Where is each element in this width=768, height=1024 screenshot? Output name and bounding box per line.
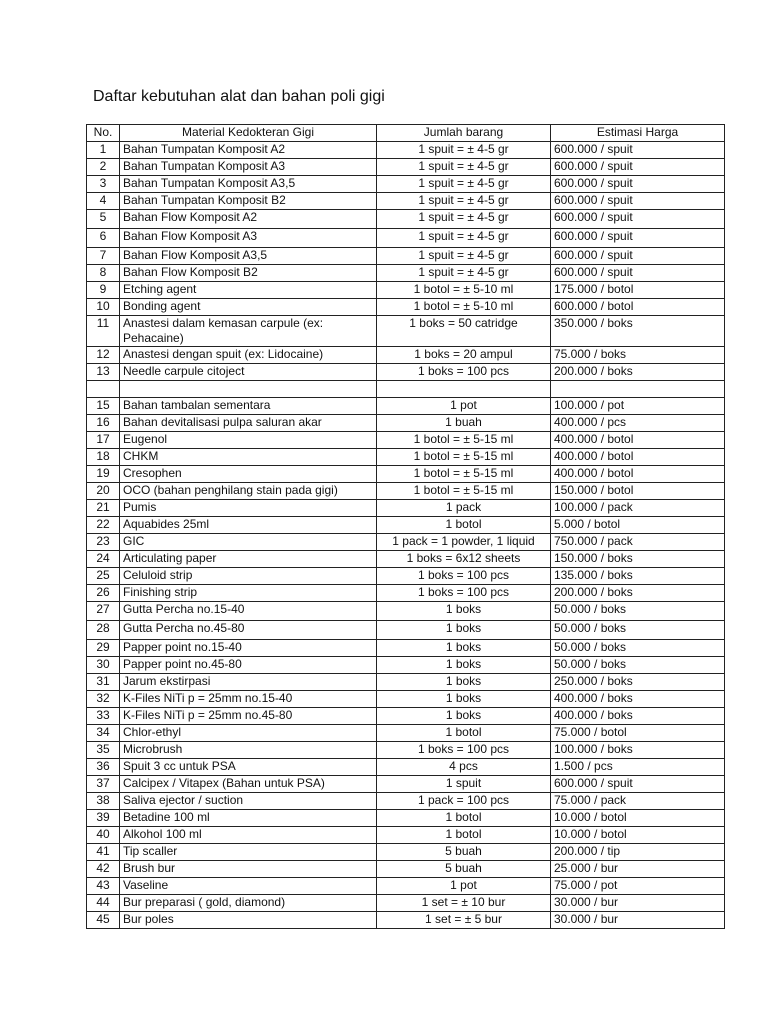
quantity-cell: 1 spuit = ± 4-5 gr (377, 159, 551, 176)
row-number: 37 (87, 776, 120, 793)
table-row (87, 742, 725, 759)
row-number: 34 (87, 725, 120, 742)
table-row (87, 585, 725, 602)
material-cell: Bahan Tumpatan Komposit A3,5 (120, 176, 377, 193)
material-cell: Gutta Percha no.15-40 (120, 602, 377, 621)
table-row (87, 708, 725, 725)
material-cell: Microbrush (120, 742, 377, 759)
material-cell: Needle carpule citoject (120, 364, 377, 381)
price-cell: 750.000 / pack (551, 534, 725, 551)
quantity-cell: 1 pot (377, 878, 551, 895)
material-cell: Pumis (120, 500, 377, 517)
material-cell: Cresophen (120, 466, 377, 483)
table-body (87, 142, 725, 929)
price-cell: 150.000 / botol (551, 483, 725, 500)
row-number: 26 (87, 585, 120, 602)
price-cell: 50.000 / boks (551, 602, 725, 621)
row-number: 7 (87, 248, 120, 265)
header-material: Material Kedokteran Gigi (120, 125, 377, 142)
row-number: 30 (87, 657, 120, 674)
row-number: 43 (87, 878, 120, 895)
row-number: 18 (87, 449, 120, 466)
table-row (87, 517, 725, 534)
material-cell: GIC (120, 534, 377, 551)
quantity-cell: 1 botol = ± 5-10 ml (377, 282, 551, 299)
quantity-cell: 1 botol = ± 5-15 ml (377, 466, 551, 483)
table-row (87, 193, 725, 210)
material-cell: Anastesi dalam kemasan carpule (ex: Pehacaine) (120, 316, 377, 347)
table-row (87, 878, 725, 895)
table-row (87, 793, 725, 810)
material-cell: Jarum ekstirpasi (120, 674, 377, 691)
row-number: 44 (87, 895, 120, 912)
quantity-cell: 1 boks (377, 674, 551, 691)
row-number: 35 (87, 742, 120, 759)
table-row (87, 640, 725, 657)
quantity-cell: 1 pack = 100 pcs (377, 793, 551, 810)
materials-table (86, 124, 725, 929)
price-cell: 75.000 / boks (551, 347, 725, 364)
row-number: 31 (87, 674, 120, 691)
quantity-cell: 1 boks (377, 691, 551, 708)
price-cell: 150.000 / boks (551, 551, 725, 568)
price-cell: 1.500 / pcs (551, 759, 725, 776)
material-cell: Vaseline (120, 878, 377, 895)
quantity-cell: 1 boks = 50 catridge (377, 316, 551, 347)
table-row (87, 759, 725, 776)
quantity-cell: 1 boks (377, 657, 551, 674)
price-cell: 600.000 / spuit (551, 265, 725, 282)
table-row (87, 912, 725, 929)
row-number: 3 (87, 176, 120, 193)
row-number: 27 (87, 602, 120, 621)
quantity-cell: 1 botol = ± 5-10 ml (377, 299, 551, 316)
table-row (87, 568, 725, 585)
quantity-cell: 1 pack = 1 powder, 1 liquid (377, 534, 551, 551)
price-cell: 10.000 / botol (551, 827, 725, 844)
quantity-cell: 1 spuit = ± 4-5 gr (377, 265, 551, 282)
price-cell: 75.000 / pack (551, 793, 725, 810)
row-number: 17 (87, 432, 120, 449)
table-row (87, 674, 725, 691)
row-number: 10 (87, 299, 120, 316)
row-number: 20 (87, 483, 120, 500)
price-cell: 600.000 / spuit (551, 776, 725, 793)
quantity-cell: 1 spuit (377, 776, 551, 793)
quantity-cell: 1 boks = 100 pcs (377, 585, 551, 602)
table-row (87, 449, 725, 466)
price-cell: 100.000 / boks (551, 742, 725, 759)
table-row (87, 248, 725, 265)
header-quantity: Jumlah barang (377, 125, 551, 142)
table-row (87, 265, 725, 282)
material-cell: Bur preparasi ( gold, diamond) (120, 895, 377, 912)
table-row (87, 229, 725, 248)
price-cell: 50.000 / boks (551, 621, 725, 640)
material-cell: OCO (bahan penghilang stain pada gigi) (120, 483, 377, 500)
material-cell: Spuit 3 cc untuk PSA (120, 759, 377, 776)
table-row (87, 364, 725, 381)
price-cell: 135.000 / boks (551, 568, 725, 585)
row-number: 19 (87, 466, 120, 483)
row-number: 38 (87, 793, 120, 810)
row-number: 33 (87, 708, 120, 725)
price-cell: 200.000 / boks (551, 364, 725, 381)
table-row (87, 551, 725, 568)
row-number: 5 (87, 210, 120, 229)
row-number: 4 (87, 193, 120, 210)
material-cell: Gutta Percha no.45-80 (120, 621, 377, 640)
row-number: 25 (87, 568, 120, 585)
table-row (87, 381, 725, 398)
quantity-cell: 1 boks = 100 pcs (377, 742, 551, 759)
material-cell: Aquabides 25ml (120, 517, 377, 534)
price-cell: 30.000 / bur (551, 912, 725, 929)
quantity-cell: 1 boks (377, 640, 551, 657)
material-cell: Alkohol 100 ml (120, 827, 377, 844)
price-cell: 50.000 / boks (551, 640, 725, 657)
quantity-cell: 1 botol = ± 5-15 ml (377, 483, 551, 500)
price-cell: 250.000 / boks (551, 674, 725, 691)
price-cell: 600.000 / spuit (551, 229, 725, 248)
table-row (87, 210, 725, 229)
quantity-cell: 1 boks (377, 602, 551, 621)
price-cell: 100.000 / pack (551, 500, 725, 517)
quantity-cell: 1 spuit = ± 4-5 gr (377, 176, 551, 193)
table-row (87, 500, 725, 517)
table-row (87, 159, 725, 176)
price-cell: 5.000 / botol (551, 517, 725, 534)
material-cell: Saliva ejector / suction (120, 793, 377, 810)
table-row (87, 299, 725, 316)
table-row (87, 316, 725, 347)
material-cell (120, 381, 377, 398)
material-cell: K-Files NiTi p = 25mm no.45-80 (120, 708, 377, 725)
price-cell: 400.000 / botol (551, 449, 725, 466)
material-cell: Bahan Flow Komposit A3,5 (120, 248, 377, 265)
row-number: 11 (87, 316, 120, 347)
quantity-cell: 1 botol (377, 827, 551, 844)
price-cell: 50.000 / boks (551, 657, 725, 674)
table-row (87, 657, 725, 674)
row-number: 2 (87, 159, 120, 176)
material-cell: Bahan Tumpatan Komposit B2 (120, 193, 377, 210)
row-number: 45 (87, 912, 120, 929)
row-number: 13 (87, 364, 120, 381)
row-number: 29 (87, 640, 120, 657)
price-cell (551, 381, 725, 398)
material-cell: Papper point no.45-80 (120, 657, 377, 674)
row-number: 41 (87, 844, 120, 861)
price-cell: 600.000 / spuit (551, 159, 725, 176)
material-cell: Finishing strip (120, 585, 377, 602)
row-number: 28 (87, 621, 120, 640)
material-cell: Bahan Flow Komposit A3 (120, 229, 377, 248)
quantity-cell: 4 pcs (377, 759, 551, 776)
table-row (87, 282, 725, 299)
row-number: 21 (87, 500, 120, 517)
price-cell: 30.000 / bur (551, 895, 725, 912)
quantity-cell: 1 boks = 100 pcs (377, 364, 551, 381)
material-cell: Bur poles (120, 912, 377, 929)
quantity-cell: 1 buah (377, 415, 551, 432)
quantity-cell: 1 botol (377, 810, 551, 827)
material-cell: Anastesi dengan spuit (ex: Lidocaine) (120, 347, 377, 364)
quantity-cell: 1 spuit = ± 4-5 gr (377, 210, 551, 229)
price-cell: 600.000 / spuit (551, 176, 725, 193)
quantity-cell: 1 boks (377, 621, 551, 640)
table-row (87, 415, 725, 432)
header-no: No. (87, 125, 120, 142)
quantity-cell: 1 botol (377, 517, 551, 534)
price-cell: 350.000 / boks (551, 316, 725, 347)
table-row (87, 142, 725, 159)
material-cell: Betadine 100 ml (120, 810, 377, 827)
material-cell: CHKM (120, 449, 377, 466)
table-header-row (87, 125, 725, 142)
price-cell: 75.000 / botol (551, 725, 725, 742)
material-cell: Bahan devitalisasi pulpa saluran akar (120, 415, 377, 432)
material-cell: Etching agent (120, 282, 377, 299)
table-row (87, 861, 725, 878)
table-row (87, 776, 725, 793)
material-cell: Tip scaller (120, 844, 377, 861)
table-row (87, 827, 725, 844)
quantity-cell: 1 spuit = ± 4-5 gr (377, 229, 551, 248)
material-cell: Bonding agent (120, 299, 377, 316)
price-cell: 200.000 / boks (551, 585, 725, 602)
quantity-cell: 1 boks = 6x12 sheets (377, 551, 551, 568)
header-price: Estimasi Harga (551, 125, 725, 142)
row-number: 1 (87, 142, 120, 159)
material-cell: Chlor-ethyl (120, 725, 377, 742)
quantity-cell: 1 boks = 100 pcs (377, 568, 551, 585)
quantity-cell: 1 boks = 20 ampul (377, 347, 551, 364)
table-row (87, 844, 725, 861)
table-row (87, 602, 725, 621)
price-cell: 600.000 / botol (551, 299, 725, 316)
row-number: 15 (87, 398, 120, 415)
table-row (87, 398, 725, 415)
quantity-cell: 1 set = ± 10 bur (377, 895, 551, 912)
quantity-cell: 1 boks (377, 708, 551, 725)
table-row (87, 466, 725, 483)
row-number: 6 (87, 229, 120, 248)
price-cell: 600.000 / spuit (551, 248, 725, 265)
material-cell: Bahan Tumpatan Komposit A2 (120, 142, 377, 159)
table-row (87, 691, 725, 708)
quantity-cell (377, 381, 551, 398)
material-cell: Bahan Tumpatan Komposit A3 (120, 159, 377, 176)
material-cell: Bahan tambalan sementara (120, 398, 377, 415)
quantity-cell: 1 spuit = ± 4-5 gr (377, 142, 551, 159)
table-row (87, 534, 725, 551)
price-cell: 600.000 / spuit (551, 210, 725, 229)
row-number: 12 (87, 347, 120, 364)
row-number: 8 (87, 265, 120, 282)
price-cell: 100.000 / pot (551, 398, 725, 415)
price-cell: 600.000 / spuit (551, 142, 725, 159)
price-cell: 600.000 / spuit (551, 193, 725, 210)
table-row (87, 810, 725, 827)
price-cell: 175.000 / botol (551, 282, 725, 299)
quantity-cell: 1 botol = ± 5-15 ml (377, 432, 551, 449)
row-number: 42 (87, 861, 120, 878)
material-cell: Celuloid strip (120, 568, 377, 585)
price-cell: 400.000 / botol (551, 432, 725, 449)
quantity-cell: 1 pack (377, 500, 551, 517)
table-row (87, 432, 725, 449)
quantity-cell: 1 botol (377, 725, 551, 742)
quantity-cell: 1 botol = ± 5-15 ml (377, 449, 551, 466)
row-number: 23 (87, 534, 120, 551)
quantity-cell: 1 set = ± 5 bur (377, 912, 551, 929)
row-number: 24 (87, 551, 120, 568)
table-row (87, 347, 725, 364)
table-row (87, 176, 725, 193)
table-row (87, 895, 725, 912)
material-cell: Papper point no.15-40 (120, 640, 377, 657)
table-row (87, 483, 725, 500)
price-cell: 400.000 / botol (551, 466, 725, 483)
material-cell: Eugenol (120, 432, 377, 449)
row-number: 9 (87, 282, 120, 299)
price-cell: 25.000 / bur (551, 861, 725, 878)
material-cell: Brush bur (120, 861, 377, 878)
quantity-cell: 1 spuit = ± 4-5 gr (377, 193, 551, 210)
row-number: 32 (87, 691, 120, 708)
row-number: 40 (87, 827, 120, 844)
material-cell: Bahan Flow Komposit A2 (120, 210, 377, 229)
price-cell: 400.000 / pcs (551, 415, 725, 432)
row-number: 16 (87, 415, 120, 432)
quantity-cell: 1 pot (377, 398, 551, 415)
row-number: 39 (87, 810, 120, 827)
row-number (87, 381, 120, 398)
price-cell: 200.000 / tip (551, 844, 725, 861)
quantity-cell: 1 spuit = ± 4-5 gr (377, 248, 551, 265)
quantity-cell: 5 buah (377, 861, 551, 878)
price-cell: 75.000 / pot (551, 878, 725, 895)
material-cell: Calcipex / Vitapex (Bahan untuk PSA) (120, 776, 377, 793)
price-cell: 10.000 / botol (551, 810, 725, 827)
table-row (87, 725, 725, 742)
table-row (87, 621, 725, 640)
document-title: Daftar kebutuhan alat dan bahan poli gigi (93, 88, 385, 105)
price-cell: 400.000 / boks (551, 708, 725, 725)
price-cell: 400.000 / boks (551, 691, 725, 708)
row-number: 36 (87, 759, 120, 776)
material-cell: Bahan Flow Komposit B2 (120, 265, 377, 282)
material-cell: K-Files NiTi p = 25mm no.15-40 (120, 691, 377, 708)
material-cell: Articulating paper (120, 551, 377, 568)
quantity-cell: 5 buah (377, 844, 551, 861)
row-number: 22 (87, 517, 120, 534)
